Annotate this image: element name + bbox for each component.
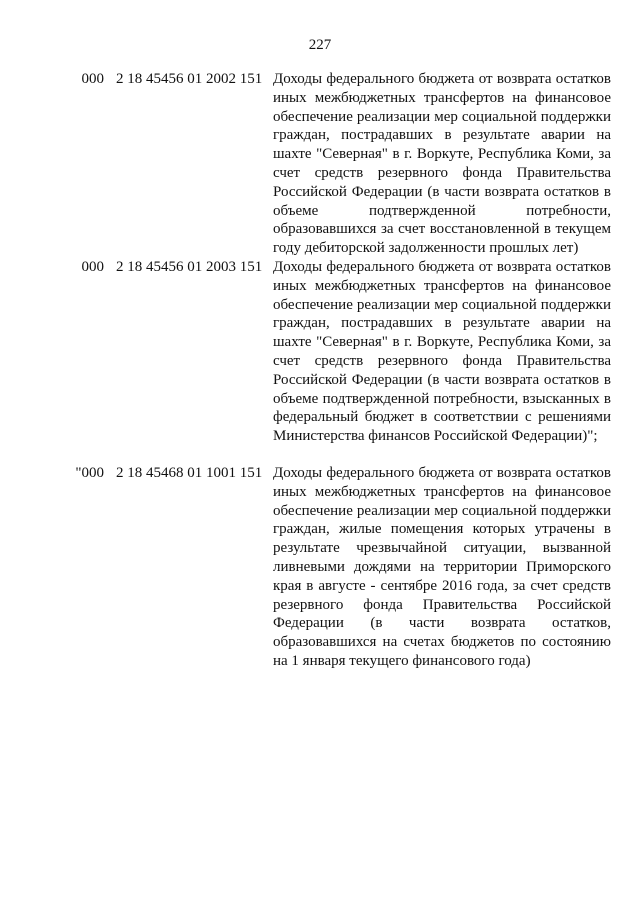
budget-codes-list xyxy=(0,70,640,671)
income-description: Доходы федерального бюджета от возврата остатков иных межбюджетных трансфертов на финансовое обеспечение реализации мер социальной поддержки граждан, пострадавших в результате аварии на шахте "Северная" в г. Воркуте, Республика Коми, за счет средств резервного фонда Правительства Российской Федерации (в части возврата остатков в объеме подтвержденной потребности, образовавшихся за счет восстановленной в текущем году дебиторской задолженности прошлых лет) xyxy=(273,71,611,257)
administrator-code: "000 xyxy=(75,464,104,481)
budget-code-entry xyxy=(0,70,640,258)
income-description: Доходы федерального бюджета от возврата остатков иных межбюджетных трансфертов на финансовое обеспечение реализации мер социальной поддержки граждан, жилые помещения которых утрачены в результате чрезвычайной ситуации, вызванной ливневыми дождями на территории Приморского края в августе - сентябре 2016 года, за счет средств резервного фонда Правительства Российской Федерации (в части возврата остатков, образовавшихся на счетах бюджетов по состоянию на 1 января текущего финансового года) xyxy=(273,464,611,669)
budget-classification-code: 2 18 45456 01 2003 151 xyxy=(116,258,263,275)
budget-code-entry xyxy=(0,258,640,446)
budget-classification-code: 2 18 45468 01 1001 151 xyxy=(116,464,263,481)
income-description: Доходы федерального бюджета от возврата остатков иных межбюджетных трансфертов на финансовое обеспечение реализации мер социальной поддержки граждан, пострадавших в результате аварии на шахте "Северная" в г. Воркуте, Республика Коми, за счет средств резервного фонда Правительства Российской Федерации (в части возврата остатков в объеме подтвержденной потребности, взысканных в федеральный бюджет в соответствии с решениями Министерства финансов Российской Федерации)"; xyxy=(273,258,611,445)
administrator-code: 000 xyxy=(81,71,104,87)
page-number: 227 xyxy=(308,37,332,53)
budget-code-entry xyxy=(0,464,640,671)
administrator-code: 000 xyxy=(81,258,104,275)
budget-classification-code: 2 18 45456 01 2002 151 xyxy=(116,71,263,87)
